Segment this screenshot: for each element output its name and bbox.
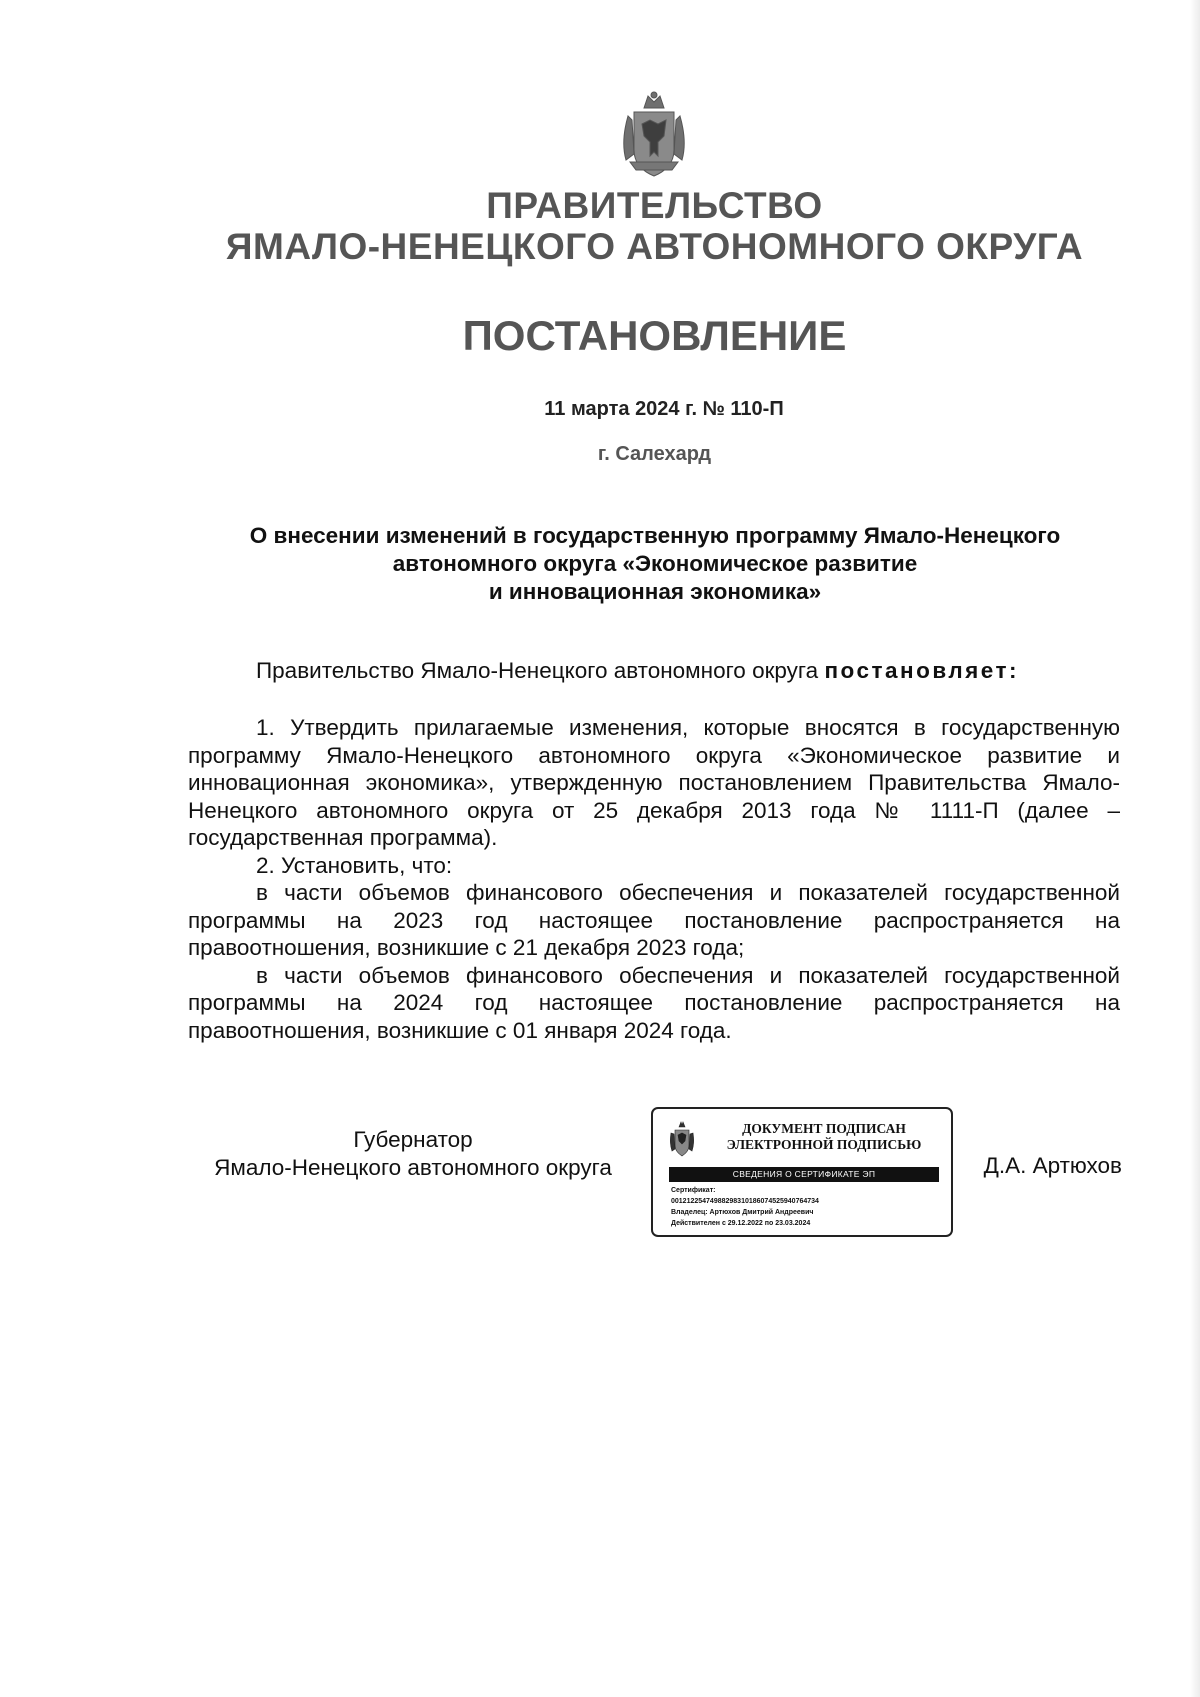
stamp-heading-line: ДОКУМЕНТ ПОДПИСАН [742,1121,906,1136]
subject-line: автономного округа «Экономическое развитие [392,551,918,576]
signatory-title [188,1126,638,1181]
document-city: г. Салехард [597,443,712,465]
signatory-title-line: Губернатор [353,1127,473,1152]
body-paragraph: 2. Установить, что: [256,852,453,878]
subject-line: О внесении изменений в государственную программу Ямало-Ненецкого [249,523,1061,548]
scan-edge-shadow [1190,0,1200,1697]
stamp-certificate-bar: СВЕДЕНИЯ О СЕРТИФИКАТЕ ЭП [669,1167,939,1182]
stamp-cert-label: Сертификат: [671,1187,716,1194]
signatory-title-line: Ямало-Ненецкого автономного округа [214,1154,612,1180]
preamble [256,658,1019,684]
preamble-text: Правительство Ямало-Ненецкого автономного округа [256,658,819,683]
document-type-heading: ПОСТАНОВЛЕНИЕ [462,312,847,359]
body-paragraph: в части объемов финансового обеспечения и показателей государственной программы на 2023 год настоящее постановление распространяется на правоотношения, возникшие с 21 декабря 2023 года; [188,880,1120,960]
stamp-emblem-icon [669,1121,695,1159]
stamp-heading [709,1121,939,1153]
stamp-cert-number: 00121225474988298310186074525940764734 [671,1198,819,1205]
stamp-owner: Владелец: Артюхов Дмитрий Андреевич [671,1209,814,1216]
body-paragraph: в части объемов финансового обеспечения и показателей государственной программы на 2024 год настоящее постановление распространяется на правоотношения, возникшие с 01 января 2024 года. [188,962,1120,1043]
coat-of-arms-emblem [614,90,694,182]
document-subject [190,522,1120,606]
government-title-line2: ЯМАЛО-НЕНЕЦКОГО АВТОНОМНОГО ОКРУГА [225,226,1084,267]
government-title-line1: ПРАВИТЕЛЬСТВО [486,185,823,226]
stamp-validity: Действителен с 29.12.2022 по 23.03.2024 [671,1220,811,1227]
signatory-name: Д.А. Артюхов [983,1153,1122,1178]
body-paragraph: 1. Утвердить прилагаемые изменения, которые вносятся в государственную программу Ямало-Ненецкого автономного округа «Экономическое развитие и инновационная экономика», утвержденную постановлением Правительства Ямало-Ненецкого автономного округа от 25 декабря 2013 года № 1111-П (далее – государственная программа). [188,715,1120,850]
electronic-signature-stamp [651,1107,953,1237]
subject-line: и инновационная экономика» [488,579,822,604]
stamp-heading-line: ЭЛЕКТРОННОЙ ПОДПИСЬЮ [726,1137,922,1152]
preamble-verb: постановляет: [824,658,1020,683]
stamp-certificate-info [671,1185,941,1229]
document-date-number: 11 марта 2024 г. № 110-П [544,398,784,420]
document-body [188,714,1120,1044]
